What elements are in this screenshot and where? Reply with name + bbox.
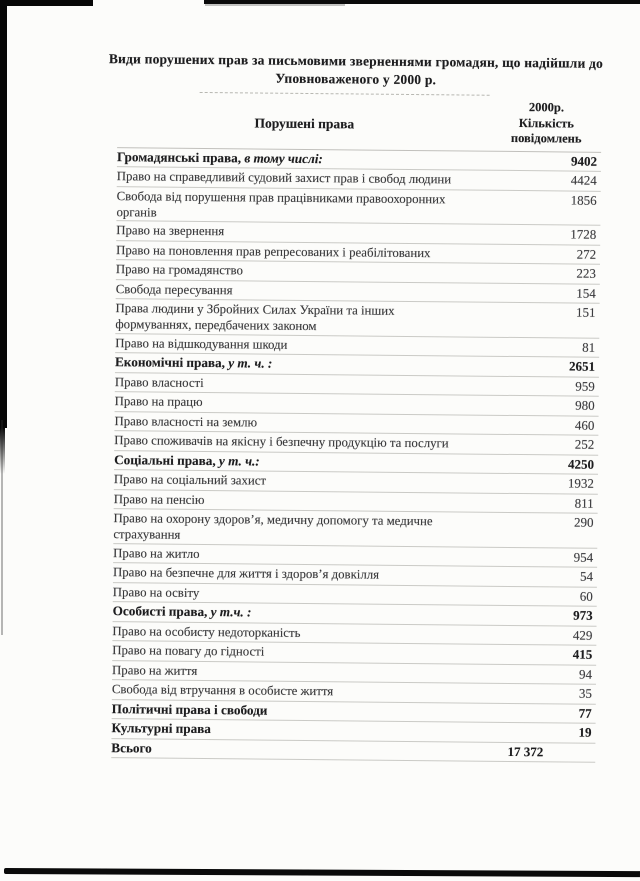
table-header-row xyxy=(117,96,601,147)
row-value: 2651 xyxy=(568,358,596,374)
row-label: Право на працю xyxy=(114,394,203,410)
table-row xyxy=(115,299,599,338)
table-row xyxy=(111,739,595,763)
row-label: Право споживачів на якісну і безпечну продукцію та послуги xyxy=(114,433,449,451)
row-value: 4424 xyxy=(570,172,597,188)
row-value: 77 xyxy=(578,705,592,721)
row-label: Особисті права, у т.ч. : xyxy=(112,603,252,620)
row-label: Право на особисту недоторканість xyxy=(112,623,301,640)
row-label: Право на громадянство xyxy=(115,262,243,278)
row-value: 19 xyxy=(578,724,592,740)
row-label: Економічні права, у т. ч. : xyxy=(114,354,273,371)
row-label: Право на охорону здоров’я, медичну допомогу та медичне страхування xyxy=(113,511,433,542)
row-value: 94 xyxy=(579,666,593,682)
row-value: 980 xyxy=(575,397,595,413)
table-row xyxy=(113,509,597,548)
row-value: 959 xyxy=(575,378,595,394)
row-value: 460 xyxy=(574,417,595,433)
column-header-violated-rights: Порушені права xyxy=(254,115,355,132)
row-value: 252 xyxy=(574,436,595,452)
row-label: Право на повагу до гідності xyxy=(112,643,265,659)
row-label: Право на житло xyxy=(113,545,200,561)
column-header-count-word: Кількість xyxy=(518,115,574,131)
row-label: Права людини у Збройних Силах України та інших формуваннях, передбачених законом xyxy=(115,301,395,334)
row-value: 429 xyxy=(572,627,593,643)
table-row xyxy=(116,187,600,226)
row-label: Культурні права xyxy=(111,720,212,737)
row-label: Свобода пересування xyxy=(115,281,233,297)
row-value: 9402 xyxy=(570,153,598,169)
row-value: 223 xyxy=(576,265,596,281)
row-value: 973 xyxy=(573,607,593,623)
row-value: 1932 xyxy=(567,475,594,491)
row-value: 415 xyxy=(572,646,593,662)
row-value: 17 372 xyxy=(507,743,544,759)
row-value: 54 xyxy=(579,568,594,584)
row-label: Право на соціальний захист xyxy=(113,472,267,488)
row-label: Свобода від втручання в особисте життя xyxy=(111,682,334,699)
row-label: Право власності на землю xyxy=(114,413,258,430)
row-label: Право на відшкодування шкоди xyxy=(115,335,288,352)
row-label: Право на пенсію xyxy=(113,491,205,507)
row-value: 1856 xyxy=(570,192,597,208)
row-label-qualifier: у т.ч. : xyxy=(207,604,252,620)
scan-artifact-bottom-bar xyxy=(4,868,640,877)
page-title: Види порушених прав за письмовими зверненнями громадян, що надійшли до Уповноваженого у 2000 р. xyxy=(108,51,604,87)
row-label: Право на освіту xyxy=(112,584,200,600)
row-label: Соціальні права, у т. ч.: xyxy=(114,451,260,469)
row-label-qualifier: у т. ч.: xyxy=(215,452,260,469)
row-value: 272 xyxy=(576,246,597,262)
row-label: Право на життя xyxy=(112,662,198,678)
row-label: Право на звернення xyxy=(116,223,225,239)
title-underline xyxy=(200,92,490,96)
row-value: 151 xyxy=(575,304,596,320)
row-label-qualifier: у т. ч. : xyxy=(224,355,273,371)
row-label: Свобода від порушення прав працівниками правоохоронних органів xyxy=(116,188,446,220)
row-value: 290 xyxy=(573,514,594,530)
row-label: Право на справедливий судовий захист прав і свобод людини xyxy=(116,169,452,187)
column-header-message-count xyxy=(491,100,601,148)
row-value: 811 xyxy=(574,495,594,511)
row-value: 154 xyxy=(576,285,596,301)
row-label: Право власності xyxy=(114,374,204,390)
row-value: 60 xyxy=(579,588,593,604)
row-label: Право на поновлення прав репресованих і реабілітованих xyxy=(116,242,431,260)
column-header-year: 2000р. xyxy=(528,100,565,115)
row-label: Політичні права і свободи xyxy=(111,700,268,718)
row-label: Право на безпечне для життя і здоров’я довкілля xyxy=(112,565,380,582)
row-value: 35 xyxy=(578,685,592,701)
row-label: Всього xyxy=(111,739,152,756)
row-label: Громадянські права, в тому числі: xyxy=(116,148,323,166)
column-header-messages-word: повідомлень xyxy=(510,130,582,146)
row-value: 81 xyxy=(582,339,596,355)
rights-table-body xyxy=(111,147,601,763)
row-value: 954 xyxy=(573,549,594,565)
row-value: 4250 xyxy=(568,456,595,472)
row-label-qualifier: в тому числі: xyxy=(241,149,323,166)
row-value: 1728 xyxy=(570,226,597,242)
